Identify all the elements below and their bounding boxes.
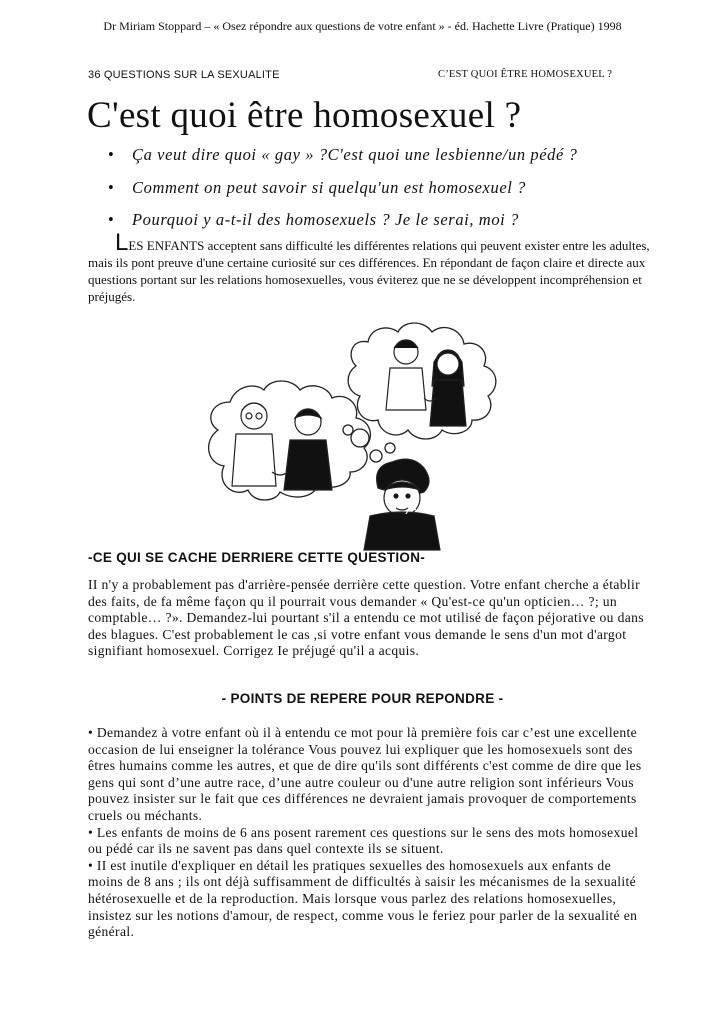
thought-dot [370,450,382,462]
question-list [108,139,578,237]
section-heading-question: -CE QUI SE CACHE DERRIERE CETTE QUESTION- [88,550,426,565]
answer-point: • II est inutile d'expliquer en détail les pratiques sexuelles des homosexuels aux enfants de moins de 8 ans ; ils ont déjà suffisamment de difficultés à saisir les mécanismes de la sexualité hétérosexuelle et de la reproduction. Mais lorsque vous parlez des relations homosexuelles, insistez sur les notions d'amour, de respect, comme vous le feriez pour parler de la sexualité en général. [88,857,638,940]
bullet-icon: • [108,210,115,229]
answer-points [88,725,648,941]
thinking-child-figure [364,459,440,550]
question-item: • Pourquoi y a-t-il des homosexuels ? Je le serai, moi ? [108,204,578,237]
bullet-icon: • [108,177,115,197]
question-item: • Comment on peut savoir si quelqu'un est homosexuel ? [108,172,578,205]
drop-cap: L [115,229,129,256]
question-item: • Ça veut dire quoi « gay » ?C'est quoi une lesbienne/un pédé ? [108,139,578,172]
running-header-left: 36 QUESTIONS SUR LA SEXUALITE [88,69,280,81]
answer-point: • Demandez à votre enfant où il à entendu ce mot pour là première fois car c’est une excellente occasion de lui enseigner la tolérance Vous pouvez lui expliquer que les homosexuels sont des êtres humains comme les autres, et que de dire qu'ils sont différents c'est comme de dire que les gens qui sont d’une autre race, d’une autre couleur ou d'une autre religion sont inférieurs Vous pouvez insister sur le fait que ces différences ne devraient jamais provoquer de comportements cruels ou méchants. [88,725,642,823]
page-title: C'est quoi être homosexuel ? [87,95,522,136]
section-body-question: II n'y a probablement pas d'arrière-pensée derrière cette question. Votre enfant cherche a établir des faits, de fa même façon qu il pourrait vous demander « Qu'est-ce qu'un opticien… ?; un comptable… ?». Demandez-lui pourtant s'il a entendu ce mot utilisé de façon péjorative ou dans des blagues. C'est probablement le cas ,si votre enfant vous demande le sens d'un mot d'argot signifiant homosexuel. Corrigez Ie préjugé qu'il a acquis. [88,577,644,659]
thought-dot [385,443,395,453]
running-header-right: C’EST QUOI ÊTRE HOMOSEXUEL ? [438,69,613,80]
intro-text: ES ENFANTS acceptent sans difficulté les différentes relations qui peuvent exister entre les adultes, mais ils pont preuve d'une certaine curiosité sur ces différences. En répondant de façon claire et directe aux questions portant sur les relations homosexuelles, vous éviterez que ne se développent incompréhension et préjugés. [88,238,650,304]
thought-dot [351,429,369,447]
thought-dot [343,425,353,435]
children-illustration [200,312,520,552]
section-heading-answers: - POINTS DE REPERE POUR REPONDRE - [221,691,504,706]
page-attribution: Dr Miriam Stoppard – « Osez répondre aux questions de votre enfant » - éd. Hachette Livre (Pratique) 1998 [103,19,622,33]
intro-paragraph [88,229,654,305]
answer-point: • Les enfants de moins de 6 ans posent rarement ces questions sur le sens des mots homosexuel ou pédé car ils ne savent pas dans quel contexte ils se situent. [88,824,639,857]
bullet-icon: • [108,145,115,164]
